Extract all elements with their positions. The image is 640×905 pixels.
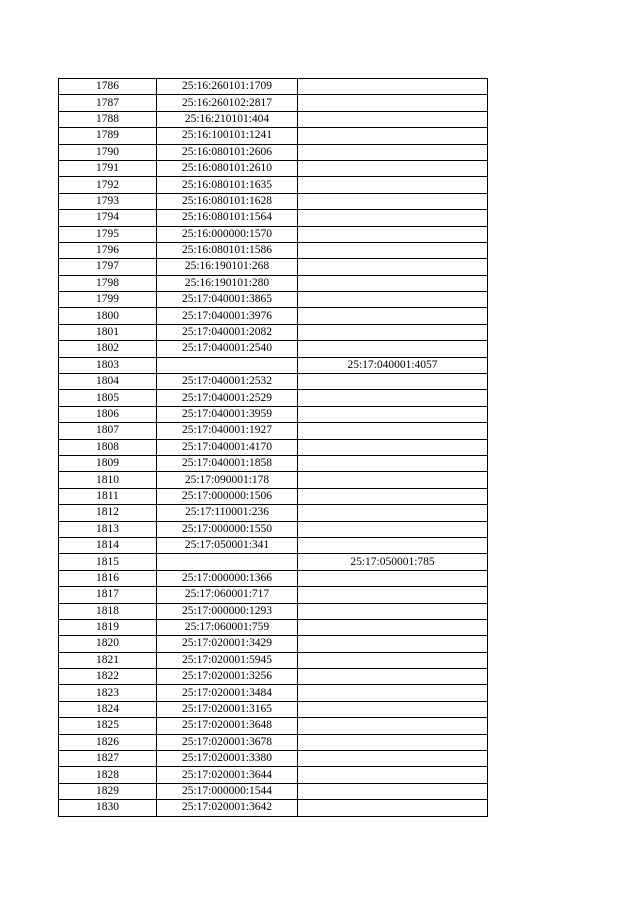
table-row xyxy=(59,734,488,750)
table-body xyxy=(59,79,488,817)
cadastral-number-cell: 25:17:020001:3429 xyxy=(157,636,298,652)
alternate-cadastral-number-cell xyxy=(298,669,488,685)
alternate-cadastral-number-cell xyxy=(298,242,488,258)
table-row xyxy=(59,505,488,521)
cadastral-number-cell: 25:16:190101:268 xyxy=(157,259,298,275)
cadastral-number-cell: 25:17:020001:3648 xyxy=(157,718,298,734)
row-number-cell: 1817 xyxy=(59,587,157,603)
table-row xyxy=(59,685,488,701)
cadastral-number-cell: 25:17:020001:3165 xyxy=(157,701,298,717)
cadastral-number-cell: 25:16:210101:404 xyxy=(157,111,298,127)
row-number-cell: 1809 xyxy=(59,455,157,471)
cadastral-number-cell: 25:16:260101:1709 xyxy=(157,79,298,95)
table-row xyxy=(59,79,488,95)
alternate-cadastral-number-cell xyxy=(298,751,488,767)
alternate-cadastral-number-cell xyxy=(298,783,488,799)
row-number-cell: 1796 xyxy=(59,242,157,258)
cadastral-number-cell: 25:17:040001:2529 xyxy=(157,390,298,406)
cadastral-number-cell: 25:17:020001:3678 xyxy=(157,734,298,750)
row-number-cell: 1806 xyxy=(59,406,157,422)
cadastral-number-cell: 25:17:040001:2540 xyxy=(157,341,298,357)
row-number-cell: 1818 xyxy=(59,603,157,619)
cadastral-number-cell: 25:17:000000:1544 xyxy=(157,783,298,799)
cadastral-number-cell: 25:17:040001:4170 xyxy=(157,439,298,455)
row-number-cell: 1813 xyxy=(59,521,157,537)
alternate-cadastral-number-cell xyxy=(298,685,488,701)
row-number-cell: 1816 xyxy=(59,570,157,586)
row-number-cell: 1810 xyxy=(59,472,157,488)
table-row xyxy=(59,603,488,619)
alternate-cadastral-number-cell xyxy=(298,570,488,586)
row-number-cell: 1788 xyxy=(59,111,157,127)
table-row xyxy=(59,275,488,291)
row-number-cell: 1807 xyxy=(59,423,157,439)
cadastral-number-cell: 25:17:060001:759 xyxy=(157,619,298,635)
row-number-cell: 1815 xyxy=(59,554,157,570)
alternate-cadastral-number-cell xyxy=(298,193,488,209)
alternate-cadastral-number-cell xyxy=(298,603,488,619)
row-number-cell: 1797 xyxy=(59,259,157,275)
alternate-cadastral-number-cell xyxy=(298,160,488,176)
alternate-cadastral-number-cell: 25:17:040001:4057 xyxy=(298,357,488,373)
alternate-cadastral-number-cell xyxy=(298,128,488,144)
row-number-cell: 1789 xyxy=(59,128,157,144)
row-number-cell: 1802 xyxy=(59,341,157,357)
cadastral-number-cell: 25:17:040001:1927 xyxy=(157,423,298,439)
table-row xyxy=(59,636,488,652)
alternate-cadastral-number-cell xyxy=(298,210,488,226)
alternate-cadastral-number-cell xyxy=(298,423,488,439)
cadastral-number-cell: 25:16:080101:1628 xyxy=(157,193,298,209)
cadastral-number-cell xyxy=(157,554,298,570)
cadastral-number-cell: 25:17:020001:3644 xyxy=(157,767,298,783)
cadastral-number-cell: 25:17:040001:3976 xyxy=(157,308,298,324)
row-number-cell: 1803 xyxy=(59,357,157,373)
row-number-cell: 1811 xyxy=(59,488,157,504)
alternate-cadastral-number-cell xyxy=(298,652,488,668)
table-row xyxy=(59,341,488,357)
cadastral-number-cell: 25:17:050001:341 xyxy=(157,537,298,553)
row-number-cell: 1822 xyxy=(59,669,157,685)
cadastral-number-table xyxy=(58,78,488,817)
alternate-cadastral-number-cell xyxy=(298,455,488,471)
row-number-cell: 1808 xyxy=(59,439,157,455)
table-row xyxy=(59,308,488,324)
cadastral-number-cell: 25:17:040001:3865 xyxy=(157,292,298,308)
alternate-cadastral-number-cell xyxy=(298,144,488,160)
alternate-cadastral-number-cell xyxy=(298,275,488,291)
alternate-cadastral-number-cell xyxy=(298,79,488,95)
table-row xyxy=(59,587,488,603)
row-number-cell: 1828 xyxy=(59,767,157,783)
row-number-cell: 1830 xyxy=(59,800,157,816)
row-number-cell: 1798 xyxy=(59,275,157,291)
table-row xyxy=(59,488,488,504)
cadastral-number-cell: 25:17:000000:1366 xyxy=(157,570,298,586)
table-row xyxy=(59,439,488,455)
alternate-cadastral-number-cell xyxy=(298,537,488,553)
table-row xyxy=(59,619,488,635)
table-row xyxy=(59,324,488,340)
alternate-cadastral-number-cell: 25:17:050001:785 xyxy=(298,554,488,570)
cadastral-number-cell: 25:17:110001:236 xyxy=(157,505,298,521)
cadastral-number-cell xyxy=(157,357,298,373)
alternate-cadastral-number-cell xyxy=(298,472,488,488)
table-row xyxy=(59,521,488,537)
row-number-cell: 1799 xyxy=(59,292,157,308)
table-row xyxy=(59,128,488,144)
alternate-cadastral-number-cell xyxy=(298,374,488,390)
table-row xyxy=(59,160,488,176)
row-number-cell: 1821 xyxy=(59,652,157,668)
alternate-cadastral-number-cell xyxy=(298,734,488,750)
cadastral-number-cell: 25:16:080101:2610 xyxy=(157,160,298,176)
cadastral-number-cell: 25:17:020001:3484 xyxy=(157,685,298,701)
row-number-cell: 1804 xyxy=(59,374,157,390)
table-row xyxy=(59,177,488,193)
cadastral-number-cell: 25:17:040001:1858 xyxy=(157,455,298,471)
alternate-cadastral-number-cell xyxy=(298,505,488,521)
row-number-cell: 1823 xyxy=(59,685,157,701)
table-row xyxy=(59,210,488,226)
alternate-cadastral-number-cell xyxy=(298,521,488,537)
table-row xyxy=(59,751,488,767)
cadastral-number-cell: 25:16:190101:280 xyxy=(157,275,298,291)
cadastral-number-cell: 25:17:040001:2082 xyxy=(157,324,298,340)
cadastral-number-cell: 25:17:000000:1550 xyxy=(157,521,298,537)
cadastral-number-cell: 25:17:000000:1506 xyxy=(157,488,298,504)
table-row xyxy=(59,374,488,390)
row-number-cell: 1812 xyxy=(59,505,157,521)
alternate-cadastral-number-cell xyxy=(298,800,488,816)
table-row xyxy=(59,701,488,717)
row-number-cell: 1819 xyxy=(59,619,157,635)
cadastral-number-cell: 25:16:080101:2606 xyxy=(157,144,298,160)
table-row xyxy=(59,111,488,127)
row-number-cell: 1794 xyxy=(59,210,157,226)
row-number-cell: 1793 xyxy=(59,193,157,209)
alternate-cadastral-number-cell xyxy=(298,292,488,308)
row-number-cell: 1829 xyxy=(59,783,157,799)
table-row xyxy=(59,259,488,275)
alternate-cadastral-number-cell xyxy=(298,406,488,422)
alternate-cadastral-number-cell xyxy=(298,718,488,734)
table-row xyxy=(59,800,488,816)
table-row xyxy=(59,144,488,160)
cadastral-number-cell: 25:16:080101:1635 xyxy=(157,177,298,193)
cadastral-number-cell: 25:17:020001:3256 xyxy=(157,669,298,685)
alternate-cadastral-number-cell xyxy=(298,259,488,275)
table-row xyxy=(59,226,488,242)
table-row xyxy=(59,472,488,488)
cadastral-number-cell: 25:17:020001:5945 xyxy=(157,652,298,668)
row-number-cell: 1791 xyxy=(59,160,157,176)
table-row xyxy=(59,455,488,471)
alternate-cadastral-number-cell xyxy=(298,111,488,127)
cadastral-number-cell: 25:17:020001:3380 xyxy=(157,751,298,767)
alternate-cadastral-number-cell xyxy=(298,341,488,357)
row-number-cell: 1795 xyxy=(59,226,157,242)
alternate-cadastral-number-cell xyxy=(298,701,488,717)
table-row xyxy=(59,570,488,586)
alternate-cadastral-number-cell xyxy=(298,390,488,406)
alternate-cadastral-number-cell xyxy=(298,177,488,193)
cadastral-number-cell: 25:16:000000:1570 xyxy=(157,226,298,242)
table-row xyxy=(59,95,488,111)
row-number-cell: 1800 xyxy=(59,308,157,324)
table-row xyxy=(59,242,488,258)
cadastral-number-cell: 25:16:260102:2817 xyxy=(157,95,298,111)
table-row xyxy=(59,292,488,308)
table-row xyxy=(59,423,488,439)
alternate-cadastral-number-cell xyxy=(298,488,488,504)
row-number-cell: 1825 xyxy=(59,718,157,734)
alternate-cadastral-number-cell xyxy=(298,636,488,652)
alternate-cadastral-number-cell xyxy=(298,324,488,340)
row-number-cell: 1827 xyxy=(59,751,157,767)
cadastral-number-cell: 25:17:040001:2532 xyxy=(157,374,298,390)
row-number-cell: 1805 xyxy=(59,390,157,406)
table-row xyxy=(59,554,488,570)
table-row xyxy=(59,783,488,799)
table-row xyxy=(59,193,488,209)
cadastral-number-cell: 25:17:060001:717 xyxy=(157,587,298,603)
cadastral-number-cell: 25:17:000000:1293 xyxy=(157,603,298,619)
alternate-cadastral-number-cell xyxy=(298,439,488,455)
row-number-cell: 1826 xyxy=(59,734,157,750)
table-row xyxy=(59,718,488,734)
row-number-cell: 1814 xyxy=(59,537,157,553)
table-row xyxy=(59,652,488,668)
alternate-cadastral-number-cell xyxy=(298,226,488,242)
table-row xyxy=(59,357,488,373)
row-number-cell: 1824 xyxy=(59,701,157,717)
cadastral-number-cell: 25:16:100101:1241 xyxy=(157,128,298,144)
table-row xyxy=(59,767,488,783)
alternate-cadastral-number-cell xyxy=(298,95,488,111)
table-row xyxy=(59,537,488,553)
table-row xyxy=(59,390,488,406)
row-number-cell: 1820 xyxy=(59,636,157,652)
cadastral-number-cell: 25:17:090001:178 xyxy=(157,472,298,488)
alternate-cadastral-number-cell xyxy=(298,619,488,635)
row-number-cell: 1801 xyxy=(59,324,157,340)
cadastral-number-cell: 25:17:040001:3959 xyxy=(157,406,298,422)
cadastral-number-cell: 25:16:080101:1586 xyxy=(157,242,298,258)
table-row xyxy=(59,406,488,422)
cadastral-number-cell: 25:17:020001:3642 xyxy=(157,800,298,816)
table-row xyxy=(59,669,488,685)
row-number-cell: 1792 xyxy=(59,177,157,193)
alternate-cadastral-number-cell xyxy=(298,308,488,324)
row-number-cell: 1787 xyxy=(59,95,157,111)
alternate-cadastral-number-cell xyxy=(298,587,488,603)
alternate-cadastral-number-cell xyxy=(298,767,488,783)
row-number-cell: 1786 xyxy=(59,79,157,95)
cadastral-number-cell: 25:16:080101:1564 xyxy=(157,210,298,226)
row-number-cell: 1790 xyxy=(59,144,157,160)
